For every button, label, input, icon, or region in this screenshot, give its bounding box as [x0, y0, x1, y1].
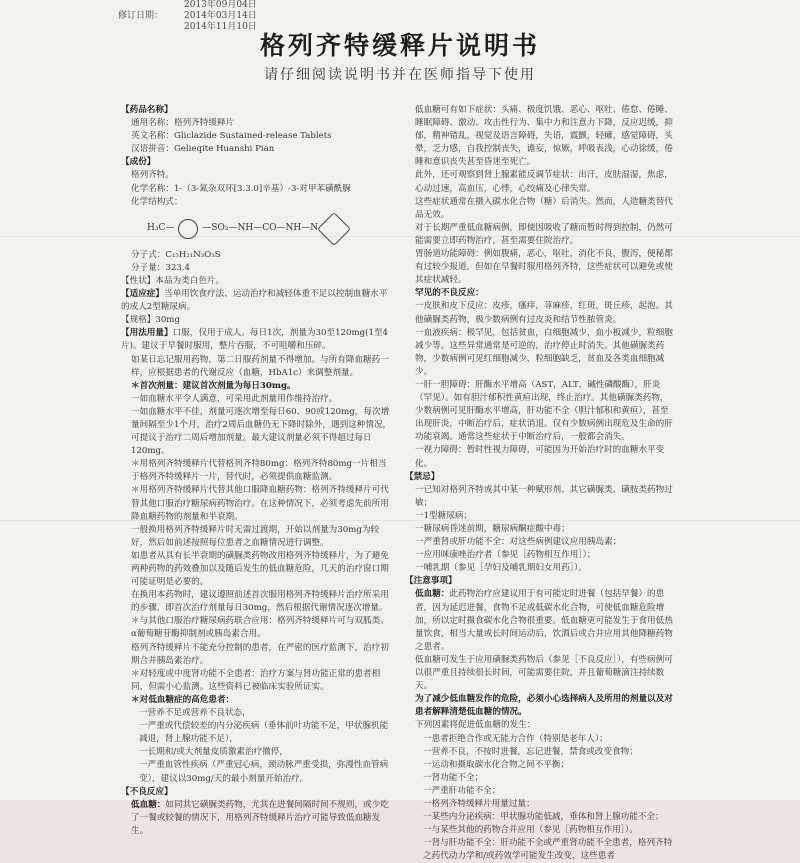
- paragraph-text: 如同其它磺脲类药物，尤其在进餐间隔时间不规则，或少吃了一餐或较餐的情况下，用格列齐特缓释片治疗可能导致低血糖发生。: [131, 799, 389, 836]
- list-item: 一糖尿病昏迷前期，糖尿病酮症酸中毒；: [415, 524, 570, 534]
- paragraph: [405, 588, 677, 653]
- list-item: 一肾与肝功能不全：肝功能不全或严重肾功能不全患者，格列齐特之药代动力学和/或药效学可能发生改变，这些患者: [423, 838, 673, 862]
- list-item: 一视力障碍：暂时性视力障碍，可能因为开始治疗时的血糖水平变化。: [415, 445, 665, 469]
- fold-line: [0, 520, 800, 521]
- left-column: [121, 104, 393, 838]
- list-item: 一某些内分泌疾病：甲状腺功能低减，垂体和肾上腺功能不全；: [423, 812, 664, 823]
- benzene-ring-icon: [178, 219, 198, 239]
- paragraph: 一如血糖水平令人满意，可采用此剂量用作维持治疗。: [131, 393, 338, 404]
- text-line: 格列齐特。: [131, 170, 174, 181]
- paragraph: 对于长期严重低血糖病例，即使因吸收了糖而暂时得到控制，仍然可能需要立即药物治疗，甚至需要住院治疗。: [415, 222, 673, 246]
- pinyin-name: 汉语拼音：Gelieqite Huanshi Pian: [131, 144, 275, 155]
- paragraph-text: 此药物治疗应建议用于有可能定时进餐（包括早餐）的患者，因为延迟进餐，食物不足或低碳水化合物，可使低血糖危险增加，所以定时摄食碳水化合物很重要。低血糖更可能发生于食用低热量饮食，相当大量或长时间运动后，饮酒后或合并应用其他降糖药物之患者。: [415, 589, 673, 652]
- list-item: 一营养不良，不按时进餐，忘记进餐，禁食或改变食物；: [423, 746, 638, 757]
- subsection-heading: 罕见的不良反应：: [415, 288, 484, 299]
- english-name: 英文名称：Gliclazide Sustained-release Tablets: [131, 131, 332, 142]
- paragraph: 为了减少低血糖发作的危险，必须小心选择病人及所用的剂量以及对患者解释清楚低血糖的情况。: [415, 694, 673, 718]
- list-item: 一1型糖尿病；: [415, 510, 473, 521]
- spec-line: 【规格】30mg: [121, 315, 180, 326]
- list-item: 一长期和/或大剂量皮质激素治疗撤停，: [139, 747, 288, 758]
- list-item: 一应用咪康唑治疗者（参见［药物相互作用］）；: [415, 550, 596, 561]
- list-item: 一肾功能不全；: [423, 772, 484, 783]
- formula-text: H₃C—: [147, 223, 175, 234]
- paragraph: ＊对轻度或中度肾功能不全患者：治疗方案与肾功能正常的患者相同，但需小心监测。这些资料已被临床实验所证实。: [131, 668, 381, 692]
- document-subtitle: 请仔细阅读说明书并在医师指导下使用: [264, 67, 536, 83]
- paragraph: ＊首次剂量：建议首次剂量为每日30mg。: [131, 380, 296, 391]
- paragraph: 这些症状通常在摄入碳水化合物（糖）后消失。然而，人造糖类替代品无效。: [415, 196, 673, 220]
- section-heading: 【禁忌】: [405, 471, 440, 482]
- list-item: 一肝一胆障碍：肝酶水平增高（AST，ALT，碱性磷酸酶），肝炎（罕见）。如有胆汁郁积性黄疸出现，终止治疗。其他磺脲类药物，少数病例可见肝酶水平增高，肝功能不全（胆汁郁积和黄疸），甚至出现肝炎，中断治疗后，症状消退。仅有少数病例出现危及生命的肝功能衰竭。通常这些症状于中断治疗后，一般都会消失。: [415, 379, 673, 443]
- section-heading: 【药品名称】: [121, 105, 173, 115]
- indication-text: 当单用饮食疗法、运动治疗和减轻体重不足以控制血糖水平的成人2型糖尿病。: [121, 289, 388, 313]
- formula-text: —SO₂—NH—CO—NH—N: [202, 223, 319, 234]
- text-line: 化学结构式：: [131, 196, 183, 207]
- paragraph: 胃肠道功能障碍：例如腹痛，恶心，呕吐，消化不良，腹泻，便秘都有过较少报道，但如在早餐时服用格列齐特，这些症状可以避免或使其症状减轻。: [415, 249, 673, 286]
- paragraph: 低血糖可有如下症状：头痛、极度饥饿、恶心、呕吐、倦怠、倦睡、睡眠障碍、激动、攻击性行为、集中力和注意力下降，反应迟缓，抑郁，精神错乱，视觉及语言障碍，失语，震颤，轻瘫，感觉障碍，头晕，乏力感，自我控制丧失，谵妄，惊厥，呼吸表浅，心动徐缓，倦睡和意识丧失甚至昏迷至死亡。: [415, 105, 673, 168]
- paragraph: ＊对低血糖症的高危患者：: [131, 694, 235, 705]
- revision-row: 修订日期： 2014年03月14日: [118, 11, 257, 21]
- list-item: 一哺乳期（参见［孕妇及哺乳期妇女用药］）。: [415, 563, 587, 574]
- paragraph: 低血糖可发生于应用磺脲类药物后（参见［不良反应］），有些病例可以很严重且持续很长时间，可能需要住院，并且葡萄糖滴注持续数天。: [415, 654, 673, 692]
- molecular-formula: 分子式：C₁₅H₂₁N₃O₃S: [131, 249, 221, 260]
- paragraph: 如患者从具有长半衰期的磺脲类药物改用格列齐特缓释片，为了避免两种药物的药效叠加以及随后发生的低血糖危险，几天的治疗窗口期可能证明是必要的。: [131, 550, 389, 588]
- bicyclic-ring-icon: [317, 212, 351, 246]
- revision-row: 2014年11月10日: [184, 22, 257, 32]
- section-heading: 【注意事项】: [405, 576, 457, 587]
- list-item: 一格列齐特缓释片用量过量；: [423, 798, 535, 809]
- list-item: 一患者拒绝合作或无能力合作（特别是老年人）；: [423, 733, 608, 744]
- paragraph: [121, 799, 393, 838]
- list-item: 一营养不足或营养不良状态，: [139, 708, 251, 719]
- fold-line: [0, 236, 800, 237]
- paragraph-title: 低血糖：: [415, 589, 450, 600]
- paragraph: [121, 288, 393, 314]
- list-item: 一与某些其他的药物合并应用（参见［药物相互作用］）。: [423, 825, 638, 836]
- revision-row: 2013年09月04日: [184, 0, 257, 10]
- list-item: 一严重肾或肝功能不全：对这些病例建议应用胰岛素；: [415, 537, 622, 548]
- paragraph: 一如血糖水平不佳，剂量可逐次增至每日60、90或120mg，每次增量间隔至少1个月，治疗2周后血糖仍无下降时除外，遇到这种情况，可提议于治疗二周后增加剂量。最大建议剂量必须不得超过每日120mg。: [131, 406, 392, 457]
- document-title: 格列齐特缓释片说明书: [259, 31, 540, 60]
- paragraph: 一般换用格列齐特缓释片时无需过渡期，开始以剂量为30mg为较好，然后如前述按照每位患者之血糖情况进行调整。: [131, 524, 380, 548]
- generic-name: 通用名称：格列齐特缓释片: [131, 118, 235, 129]
- chemical-name: 化学名称：1-（3-氮杂双环[3.3.0]辛基）-3-对甲苯磺酰脲: [131, 183, 351, 194]
- right-column: [405, 104, 677, 863]
- section-heading: 【用法用量】: [121, 328, 173, 339]
- paragraph: ＊用格列齐特缓释片代替其他口服降血糖药物：格列齐特缓释片可代替其他口服治疗糖尿病药物治疗。在这种情况下，必须考虑先前所用降血糖药物的剂量和半衰期。: [131, 485, 389, 522]
- section-heading: 【适应症】: [121, 289, 164, 300]
- list-item: 一血液疾病：极罕见，包括贫血，白细胞减少，血小板减少，粒细胞减少等。这些异常通常是可逆的，治疗停止时消失。其他磺脲类药物，少数病例可见红细胞减少，粒细胞缺乏，贫血及各类血细胞减少。: [415, 327, 673, 377]
- section-heading: 【成份】: [121, 157, 156, 168]
- list-item: 一严重或代偿较差的内分泌疾病（垂体前叶功能不足，甲状腺机能减退，肾上腺功能不足），: [139, 721, 389, 745]
- paragraph: 此外，还可观察到肾上腺素能反调节症状：出汗，皮肤湿湿，焦虑，心动过速，高血压，心悸，心绞痛及心律失常。: [415, 170, 673, 194]
- usage-text: 口服，仅用于成人。每日1次，剂量为30至120mg(1至4片)。建议于早餐时服用，整片吞服，不可咀嚼和压碎。: [121, 328, 389, 352]
- paragraph: 下列因素将促进低血糖的发生：: [415, 720, 536, 731]
- paragraph: ＊用格列齐特缓释片代替格列齐特80mg：格列齐特80mg一片相当于格列齐特缓释片一片，替代时，必须提供血糖监测。: [131, 459, 387, 483]
- list-item: 一严重肝功能不全；: [423, 785, 501, 796]
- section-heading: 【不良反应】: [121, 786, 173, 797]
- molecular-weight: 分子量：323.4: [131, 262, 190, 273]
- structural-formula: [121, 209, 393, 249]
- paragraph: ＊与其他口服治疗糖尿病药联合应用：格列齐特缓释片可与双胍类、α葡萄糖苷酶抑制剂或胰岛素合用。: [131, 616, 389, 640]
- list-item: 一已知对格列齐特或其中某一种赋形剂、其它磺脲类、磺胺类药物过敏；: [415, 484, 673, 508]
- list-item: 一皮肤和皮下反应：皮疹，瘙痒，荨麻疹，红斑，斑丘疹，起泡。其他磺脲类药物，极少数病例有过皮炎和结节性脓管炎。: [415, 301, 673, 325]
- paragraph: 格列齐特缓释片不能充分控制的患者，在严密的医疗监测下，治疗初期合并胰岛素治疗。: [131, 642, 389, 666]
- paragraph: [121, 327, 393, 353]
- character-line: 【性状】本品为类白色片。: [121, 275, 225, 286]
- list-item: 一严重血管性疾病（严重冠心病，颈动脉严重受损，弥漫性血管病变），建议以30mg/天的最小剂量开始治疗。: [139, 760, 389, 784]
- paragraph: 在换用本药物时，建议遵照前述首次服用格列齐特缓释片治疗所采用的步骤，即首次治疗剂量每日30mg，然后根据代谢情况逐次增量。: [131, 590, 389, 614]
- list-item: 一运动和摄取碳水化合物之间不平衡；: [423, 759, 570, 770]
- paragraph-title: 低血糖：: [131, 799, 166, 810]
- paragraph: 如某日忘记服用药物，第二日服药剂量不得增加。与所有降血糖药一样，应根据患者的代谢反应（血糖，HbA1c）来调整剂量。: [131, 354, 389, 378]
